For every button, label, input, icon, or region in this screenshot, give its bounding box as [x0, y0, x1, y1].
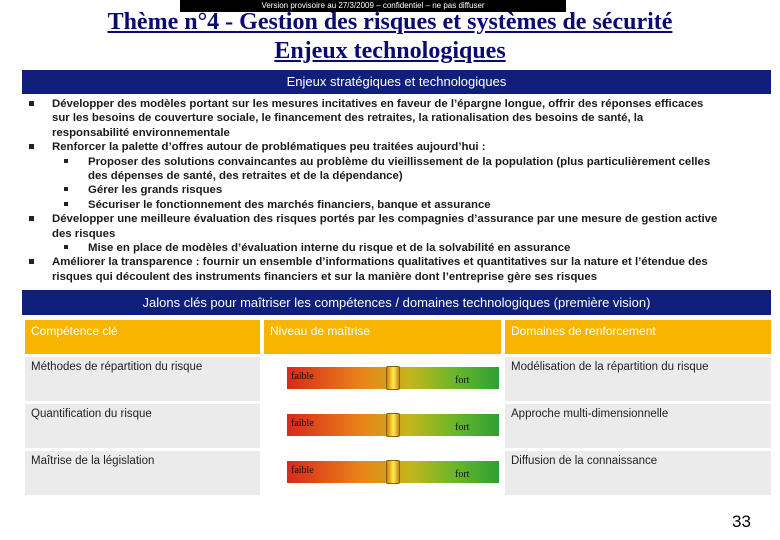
bullet-line: Renforcer la palette d’offres autour de problématiques peu traitées aujourd’hui : [52, 141, 486, 154]
sub-bullet-line: des dépenses de santé, des retraites et de la dépendance) [88, 170, 403, 183]
column-header-competence: Compétence clé [25, 320, 260, 354]
page-title: Thème n°4 - Gestion des risques et systèmes de sécurité [107, 9, 673, 35]
competence-label: Méthodes de répartition du risque [31, 361, 203, 373]
bullet-line: responsabilité environnementale [52, 126, 230, 139]
sub-bullet-line: Sécuriser le fonctionnement des marchés financiers, banque et assurance [88, 198, 491, 211]
competence-label: Quantification du risque [31, 408, 152, 420]
gauge-marker [386, 460, 400, 484]
bullet-item [26, 140, 752, 154]
sub-bullet-item [26, 155, 752, 184]
bullet-line: risques qui découlent des instruments financiers et sur la manière dont l’entreprise gère ses risques [52, 270, 598, 283]
section1-heading: Enjeux stratégiques et technologiques [22, 70, 771, 94]
bullet-line: Développer une meilleure évaluation des risques portés par les compagnies d’assurance par une mesure de gestion active [52, 213, 718, 226]
sub-bullet-line: Proposer des solutions convaincantes au problème du vieillissement de la population (plus particulièrement celles [88, 155, 711, 168]
bullet-line: Développer des modèles portant sur les mesures incitatives en faveur de l’épargne longue, offrir des réponses efficaces [52, 98, 704, 110]
bullet-line: des risques [52, 227, 116, 240]
gauge-marker [386, 366, 400, 390]
sub-bullet-line: Gérer les grands risques [88, 184, 223, 197]
gauge-high-label: fort [455, 422, 470, 433]
bullet-line: sur les besoins de couverture sociale, le financement des retraites, la rationalisation des besoins de santé, la [52, 112, 644, 125]
bullet-item [26, 255, 752, 284]
competence-label: Maîtrise de la législation [31, 455, 155, 467]
gauge-marker [386, 413, 400, 437]
column-header-level: Niveau de maîtrise [264, 320, 501, 354]
column-header-domain: Domaines de renforcement [505, 320, 771, 354]
sub-bullet-item [26, 241, 752, 255]
section2-heading: Jalons clés pour maîtriser les compétences / domaines technologiques (première vision) [22, 290, 771, 315]
bullet-item [26, 212, 752, 241]
gauge-high-label: fort [455, 375, 470, 386]
bullet-line: Améliorer la transparence : fournir un ensemble d’informations qualitatives et quantitatives sur la nature et l’étendue des [52, 256, 708, 269]
page-subtitle: Enjeux technologiques [274, 38, 506, 64]
confidential-banner: Version provisoire au 27/3/2009 – confidentiel – ne pas diffuser [180, 0, 566, 12]
domain-label: Approche multi-dimensionnelle [511, 408, 669, 420]
domain-label: Modélisation de la répartition du risque [511, 361, 709, 373]
domain-label: Diffusion de la connaissance [511, 455, 658, 467]
bullet-item [26, 97, 752, 140]
sub-bullet-item [26, 198, 752, 212]
sub-bullet-item [26, 183, 752, 197]
gauge-low-label: faible [291, 418, 314, 429]
gauge-high-label: fort [455, 469, 470, 480]
gauge-low-label: faible [291, 465, 314, 476]
strategic-bullets [26, 97, 752, 284]
sub-bullet-line: Mise en place de modèles d’évaluation interne du risque et de la solvabilité en assurance [88, 242, 571, 255]
gauge-low-label: faible [291, 371, 314, 382]
page-number: 33 [732, 512, 751, 531]
